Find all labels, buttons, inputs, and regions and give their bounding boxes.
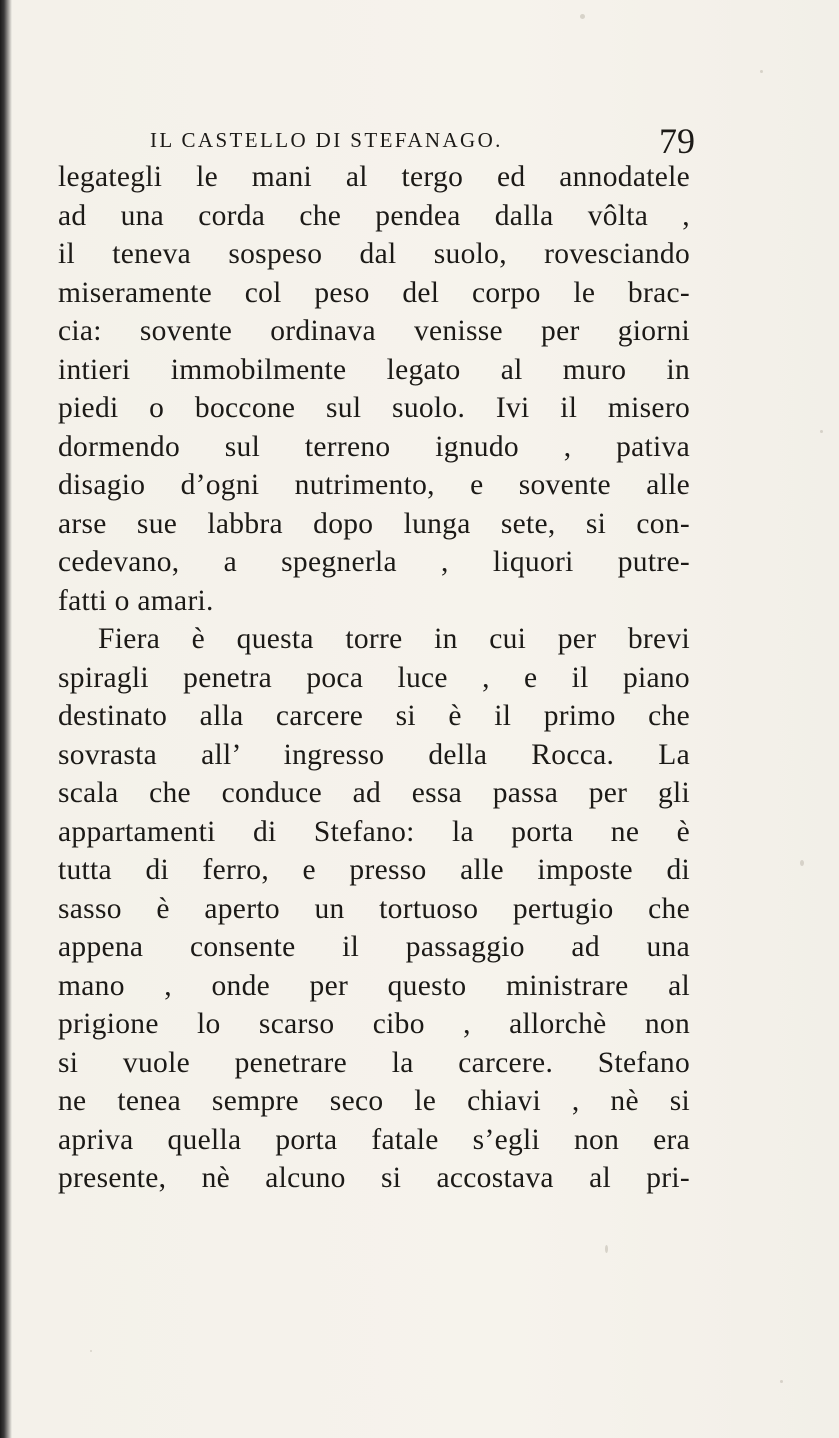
text-line: appartamenti di Stefano: la porta ne è bbox=[58, 815, 690, 848]
text-line: prigione lo scarso cibo , allorchè non bbox=[58, 1008, 690, 1040]
paper-speck bbox=[760, 70, 763, 73]
paper-speck bbox=[820, 430, 823, 433]
text-line: ne tenea sempre seco le chiavi , nè si bbox=[58, 1085, 690, 1117]
text-line: cedevano, a spegnerla , liquori putre- bbox=[58, 546, 690, 578]
text-line: spiragli penetra poca luce , e il piano bbox=[58, 661, 690, 694]
paragraph-1 bbox=[58, 158, 690, 620]
text-line: ad una corda che pendea dalla vôlta , bbox=[58, 199, 690, 232]
text-line: dormendo sul terreno ignudo , pativa bbox=[58, 430, 690, 463]
body-text bbox=[58, 158, 690, 1198]
page-number: 79 bbox=[659, 121, 695, 161]
paragraph-2 bbox=[58, 620, 690, 1198]
paper-speck bbox=[90, 1350, 92, 1352]
text-line: sasso è aperto un tortuoso pertugio che bbox=[58, 892, 690, 925]
text-line: appena consente il passaggio ad una bbox=[58, 931, 690, 963]
text-line: miseramente col peso del corpo le brac- bbox=[58, 276, 690, 309]
text-line: intieri immobilmente legato al muro in bbox=[58, 353, 690, 386]
text-line: scala che conduce ad essa passa per gli bbox=[58, 777, 690, 809]
paper-speck bbox=[780, 1380, 783, 1383]
text-line: Fiera è questa torre in cui per brevi bbox=[98, 623, 690, 655]
running-head-title: IL CASTELLO DI STEFANAGO. bbox=[150, 128, 503, 152]
text-line: destinato alla carcere si è il primo che bbox=[58, 700, 690, 732]
paper-speck bbox=[605, 1245, 608, 1253]
text-line: sovrasta all’ ingresso della Rocca. La bbox=[58, 738, 690, 771]
text-line: mano , onde per questo ministrare al bbox=[58, 969, 690, 1002]
running-head bbox=[150, 120, 695, 160]
text-line: cia: sovente ordinava venisse per giorni bbox=[58, 315, 690, 347]
text-line: il teneva sospeso dal suolo, rovesciando bbox=[58, 238, 690, 270]
text-line: piedi o boccone sul suolo. Ivi il misero bbox=[58, 392, 690, 424]
text-line: disagio d’ogni nutrimento, e sovente alle bbox=[58, 469, 690, 501]
text-line: tutta di ferro, e presso alle imposte di bbox=[58, 854, 690, 886]
text-line: arse sue labbra dopo lunga sete, si con- bbox=[58, 507, 690, 540]
text-line: si vuole penetrare la carcere. Stefano bbox=[58, 1046, 690, 1079]
text-line: legategli le mani al tergo ed annodatele bbox=[58, 161, 690, 193]
text-line: apriva quella porta fatale s’egli non era bbox=[58, 1123, 690, 1156]
text-line: presente, nè alcuno si accostava al pri- bbox=[58, 1162, 690, 1194]
text-line: fatti o amari. bbox=[58, 584, 214, 617]
paper-speck bbox=[800, 860, 804, 866]
paper-speck bbox=[580, 14, 585, 19]
